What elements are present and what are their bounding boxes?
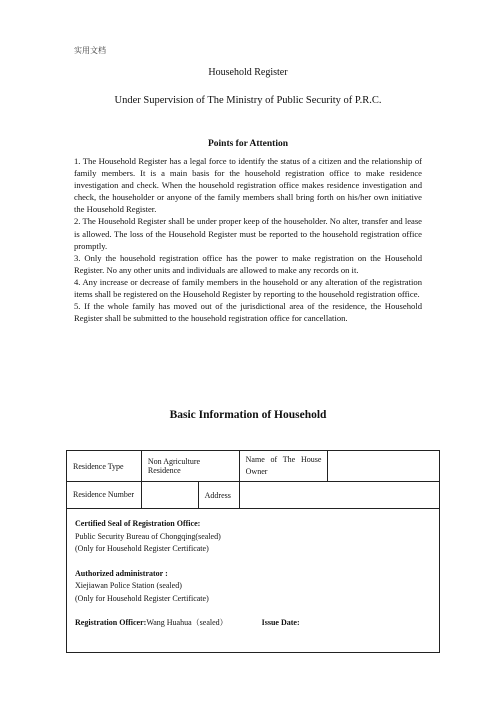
seal-line: (Only for Household Register Certificate): [75, 544, 209, 553]
officer-label: Registration Officer:: [75, 618, 147, 627]
residence-number-value: [141, 482, 198, 509]
attention-point: 5. If the whole family has moved out of the jurisdictional area of the residence, the Household Register shall be submitted to the household registration office for cancellation.: [74, 301, 422, 324]
household-info-table: [66, 450, 440, 653]
table-row: [67, 509, 440, 653]
basic-info-heading: Basic Information of Household: [169, 409, 327, 421]
officer-line: [75, 617, 431, 630]
officer-value: Wang Huahua（sealed）: [146, 618, 228, 627]
attention-points: [74, 155, 422, 324]
admin-line: (Only for Household Register Certificate): [75, 593, 209, 603]
admin-label: Authorized administrator :: [75, 568, 168, 578]
admin-line: Xiejiawan Police Station (sealed): [75, 581, 182, 590]
attention-point: 4. Any increase or decrease of family members in the household or any alteration of the registration items shall be registered on the Household Register by reporting to the household registration office.: [74, 276, 422, 300]
attention-point: 3. Only the household registration office has the power to make registration on the Household Register. No any other units and individuals are allowed to make any records on it.: [74, 252, 422, 275]
address-value: [239, 482, 439, 509]
residence-type-value: Non Agriculture Residence: [141, 451, 239, 482]
header-note: 实用文档: [74, 46, 106, 55]
address-label: Address: [198, 482, 239, 509]
owner-value: [328, 451, 440, 482]
document-title: Household Register: [208, 67, 288, 78]
seal-label: Certified Seal of Registration Office:: [75, 519, 201, 528]
table-row: [67, 482, 440, 509]
document-subtitle: Under Supervision of The Ministry of Public Security of P.R.C.: [114, 95, 382, 106]
table-row: [67, 451, 440, 482]
certification-block: [67, 509, 440, 653]
residence-number-label: Residence Number: [67, 482, 142, 509]
owner-label: Name of The House Owner: [239, 451, 328, 482]
attention-point: 2. The Household Register shall be under proper keep of the householder. No alter, transfer and lease is allowed. The loss of the Household Register must be reported to the household registration office promptly.: [74, 216, 422, 251]
attention-heading: Points for Attention: [207, 139, 289, 149]
residence-type-label: Residence Type: [67, 451, 142, 482]
attention-point: 1. The Household Register has a legal force to identify the status of a citizen and the relationship of family members. It is a main basis for the household registration office to make residence investigation and check. When the household registration office makes residence investigation and check, the householder or anyone of the family members shall bring forth on his/her own initiative the Household Register.: [74, 156, 422, 215]
seal-line: Public Security Bureau of Chongqing(sealed): [75, 531, 221, 541]
issue-date-label: Issue Date:: [261, 618, 300, 627]
